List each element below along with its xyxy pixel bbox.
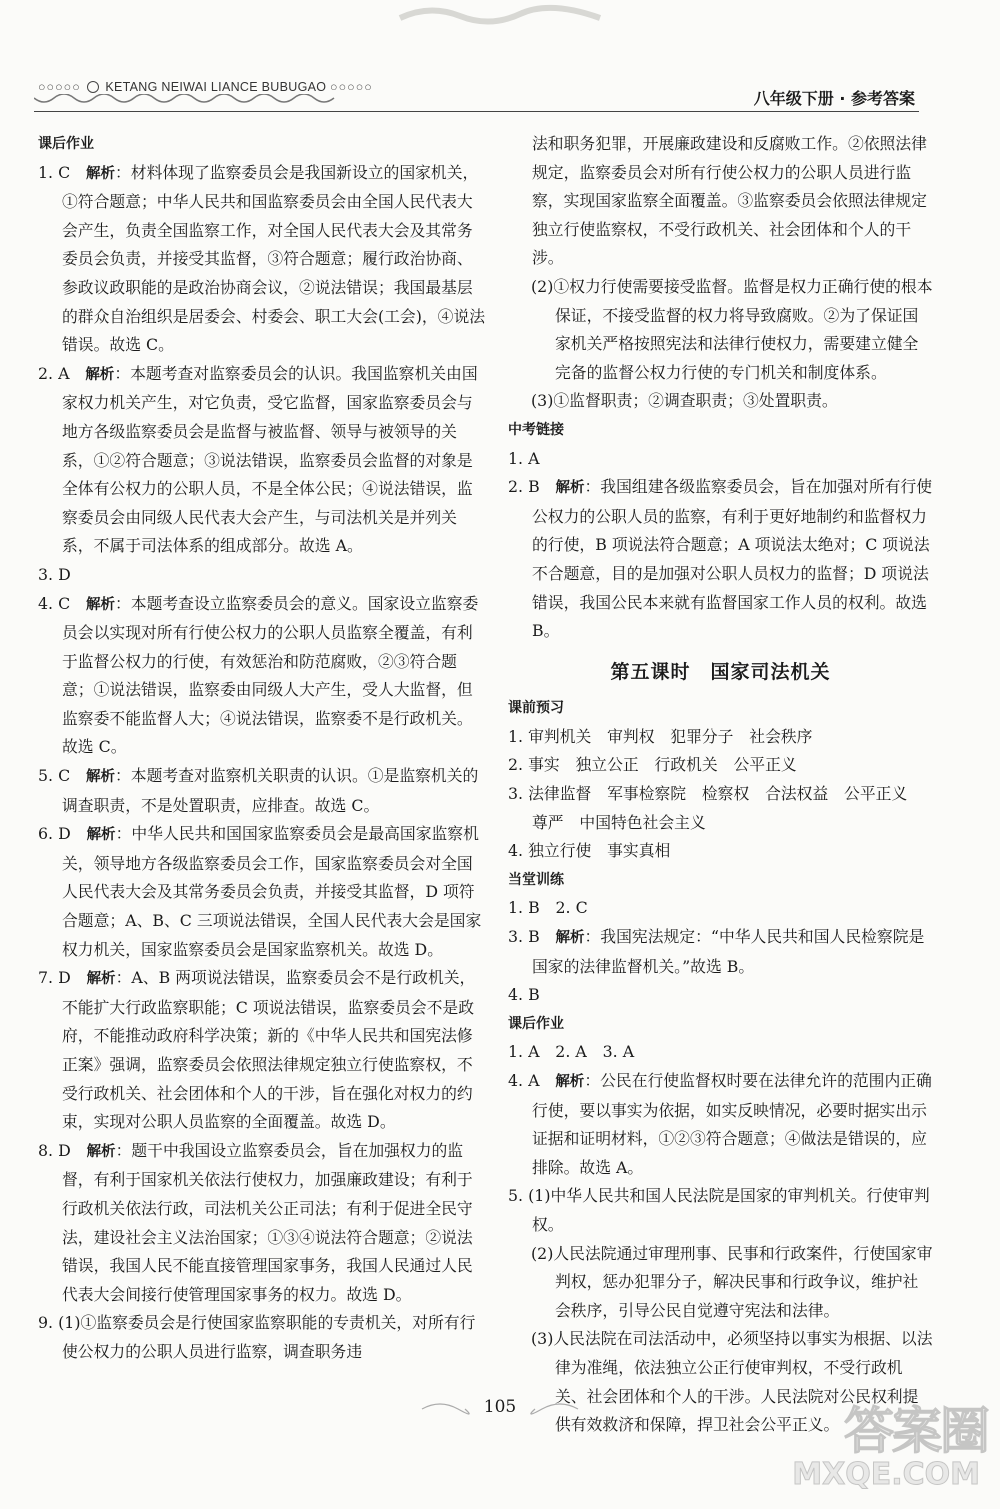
answer-item [508,1067,933,1182]
answer-number: 1. A 2. A 3. A [508,1042,635,1062]
answer-number: 4. C [38,593,71,613]
answer-item [508,780,933,837]
right-column [508,130,933,1440]
answer-number: 2. A [38,363,70,383]
section-heading: 中考链接 [508,421,564,438]
answer-text: 法律监督 军事检察院 检察权 合法权益 公平正义 尊严 中国特色社会主义 [528,784,924,832]
answer-text: ：本题考查设立监察委员会的意义。国家设立监察委员会以实现对所有行使公权力的公职人员监察全覆盖，有利于监督公权力的行使，有效惩治和防范腐败，②③符合题意；①说法错误，监察委由同级人大产生，受人大监督，但监察委不能监督人大；④说法错误，监察委不是行政机关。故选 C。 [62,593,479,757]
answer-text: 审判机关 审判权 犯罪分子 社会秩序 [528,726,813,746]
answer-text: (1)①监察委员会是行使国家监察职能的专责机关，对所有行使公权力的公职人员进行监察，调查职务违 [58,1313,476,1361]
answer-text: ：我国组建各级监察委员会，旨在加强对所有行使公权力的公职人员的监察，有利于更好地制约和监督权力的行使，B 项说法符合题意；A 项说法太绝对；C 项说法不合题意，目的是加强对公职人员权力的监督；D 项说法错误，我国公民本来就有监督国家工作人员的权利。故选 B。 [532,477,933,641]
answer-item [38,1137,488,1310]
answer-number: 4. [508,841,524,861]
left-column [38,130,488,1367]
answer-text: ：公民在行使监督权时要在法律允许的范围内正确行使，要以事实为依据，如实反映情况，必要时据实出示证据和证明材料，①②③符合题意；④做法是错误的，应排除。故选 A。 [532,1071,932,1177]
answer-item [508,981,933,1010]
answer-item [38,964,488,1137]
answer-text: 事实 独立公正 行政机关 公平正义 [528,755,797,775]
answer-subpart: (3)①监督职责；②调查职责；③处置职责。 [531,391,838,411]
answer-number: 1. A [508,448,540,468]
brand-text: KETANG NEIWAI LIANCE BUBUGAO [105,80,327,94]
answer-text: ：A、B 两项说法错误，监察委员会不是行政机关，不能扩大行政监察职能；C 项说法错误，监察委员会不是政府，不能推动政府科学决策；新的《中华人民共和国宪法修正案》强调，监察委员会依照法律规定独立行使监察权，不受行政机关、社会团体和个人的干涉，旨在强化对权力的约束，实现对公职人员监察的全面覆盖。故选 D。 [62,968,476,1132]
answer-text: ：题干中我国设立监察委员会，旨在加强权力的监督，有利于国家机关依法行使权力，加强廉政建设；有利于行政机关依法行政，司法机关公正司法；有利于促进全民守法，建设社会主义法治国家；①③④说法符合题意；②说法错误，我国人民不能直接管理国家事务，我国人民通过人民代表大会间接行使管理国家事务的权力。故选 D。 [62,1140,473,1304]
answer-number: 1. C [38,162,71,182]
answer-continuation: 法和职务犯罪，开展廉政建设和反腐败工作。②依照法律规定，监察委员会对所有行使公权力的公职人员进行监察，实现国家监察全面覆盖。③监察委员会依照法律规定独立行使监察权，不受行政机关、社会团体和个人的干涉。 [532,134,927,268]
answer-number: 2. B [508,477,540,497]
header-rule [34,111,919,112]
answer-number: 5. [508,1186,524,1206]
analysis-label: 解析 [555,480,585,497]
brand-wave-ornament [34,94,404,106]
grade-title: 八年级下册 · 参考答案 [753,89,915,108]
answer-text: ：材料体现了监察委员会是我国新设立的国家机关，①符合题意；中华人民共和国监察委员会由全国人民代表大会产生，负责全国监察工作，对全国人民代表大会及其常务委员会负责，并接受其监督，③符合题意；履行政治协商、参政议政职能的是政治协商会议，②说法错误；我国最基层的群众自治组织是居委会、村委会、职工大会(工会)，④说法错误。故选 C。 [62,162,486,355]
top-ornament [390,0,610,30]
section-heading: 课前预习 [508,700,564,717]
answer-number: 2. [508,755,524,775]
watermark [792,1391,988,1501]
answer-item [508,1182,933,1239]
answer-text: 独立行使 事实真相 [528,841,671,861]
answer-number: 8. D [38,1140,71,1160]
analysis-label: 解析 [555,1074,585,1090]
answer-item [508,894,933,923]
answer-number: 9. [38,1313,54,1333]
answer-subpart: (2)人民法院通过审理刑事、民事和行政案件，行使国家审判权，惩办犯罪分子，解决民事和行政争议，维护社会秩序，引导公民自觉遵守宪法和法律。 [531,1243,933,1320]
answer-number: 1. [508,726,524,746]
section-heading: 课后作业 [508,1015,564,1032]
series-brand [38,80,373,94]
answer-number: 6. D [38,824,71,844]
section-heading: 当堂训练 [508,871,564,888]
answer-item [38,762,488,820]
analysis-label: 解析 [86,971,116,988]
answer-number: 3. D [38,564,71,584]
answer-item [508,473,933,646]
answer-item [508,445,933,474]
analysis-label: 解析 [555,930,585,947]
answer-text: ：我国宪法规定：“中华人民共和国人民检察院是国家的法律监督机关。”故选 B。 [532,927,925,976]
answer-number: 5. C [38,766,71,786]
watermark-logo-text: 答案圈 [844,1402,988,1460]
lesson-title: 第五课时 国家司法机关 [610,660,831,683]
analysis-label: 解析 [86,1143,116,1160]
answer-text: ：本题考查对监察委员会的认识。我国监察机关由国家权力机关产生，对它负责，受它监督，国家监察委员会与地方各级监察委员会是监督与被监督、领导与被领导的关系，①②符合题意；③说法错误，监察委员会监督的对象是全体有公权力的公职人员，不是全体公民；④说法错误，监察委员会由同级人民代表大会产生，与司法机关是并列关系，不属于司法体系的组成部分。故选 A。 [62,363,478,556]
analysis-label: 解析 [86,827,116,844]
answer-subpart: (2)①权力行使需要接受监督。监督是权力正确行使的根本保证，不接受监督的权力将导致腐败。②为了保证国家机关严格按照宪法和法律行使权力，需要建立健全完备的监督公权力行使的专门机关和制度体系。 [531,276,933,382]
answer-text: ：中华人民共和国国家监察委员会是最高国家监察机关，领导地方各级监察委员会工作，国家监察委员会对全国人民代表大会及其常务委员会负责，并接受其监督，D 项符合题意；A、B、C 三项说法错误，全国人民代表大会是国家权力机关，国家监察委员会是国家监察机关。故选 D。 [62,824,482,959]
analysis-label: 解析 [85,366,115,383]
answer-subpart: (3)人民法院在司法活动中，必须坚持以事实为根据、以法律为准绳，依法独立公正行使审判权，不受行政机关、社会团体和个人的干涉。人民法院对公民权利提供有效救济和保障，捍卫社会公平正义。 [531,1329,933,1435]
answer-item [38,590,488,763]
page-number: 105 [483,1397,517,1417]
answer-text: ：本题考查对监察机关职责的认识。①是监察机关的调查职责，不是处置职责，应排查。故选 C。 [62,766,479,815]
brand-logo-icon [87,81,99,93]
answer-item [508,837,933,866]
answer-text: (1)中华人民共和国人民法院是国家的审判机关。行使审判权。 [528,1186,930,1234]
answer-number: 4. B [508,985,540,1005]
brand-dots-right: ○○○○○ [330,80,373,94]
answer-item [38,360,488,561]
answer-item [508,751,933,780]
answer-item [508,723,933,752]
answer-item [38,159,488,360]
section-heading: 课后作业 [38,136,94,152]
answer-item [508,1038,933,1067]
answer-number: 4. A [508,1071,540,1090]
analysis-label: 解析 [85,596,115,613]
brand-dots-left: ○○○○○ [38,80,81,94]
analysis-label: 解析 [85,165,115,182]
answer-item [38,1309,488,1366]
answer-number: 1. B 2. C [508,898,588,918]
answer-item [38,561,488,590]
page-header [0,0,1000,120]
answer-number: 7. D [38,968,71,988]
analysis-label: 解析 [85,769,115,786]
answer-number: 3. [508,784,524,804]
watermark-url: MXQE.COM [792,1457,980,1492]
answer-item [508,923,933,981]
answer-item [38,820,488,964]
answer-number: 3. B [508,927,540,947]
